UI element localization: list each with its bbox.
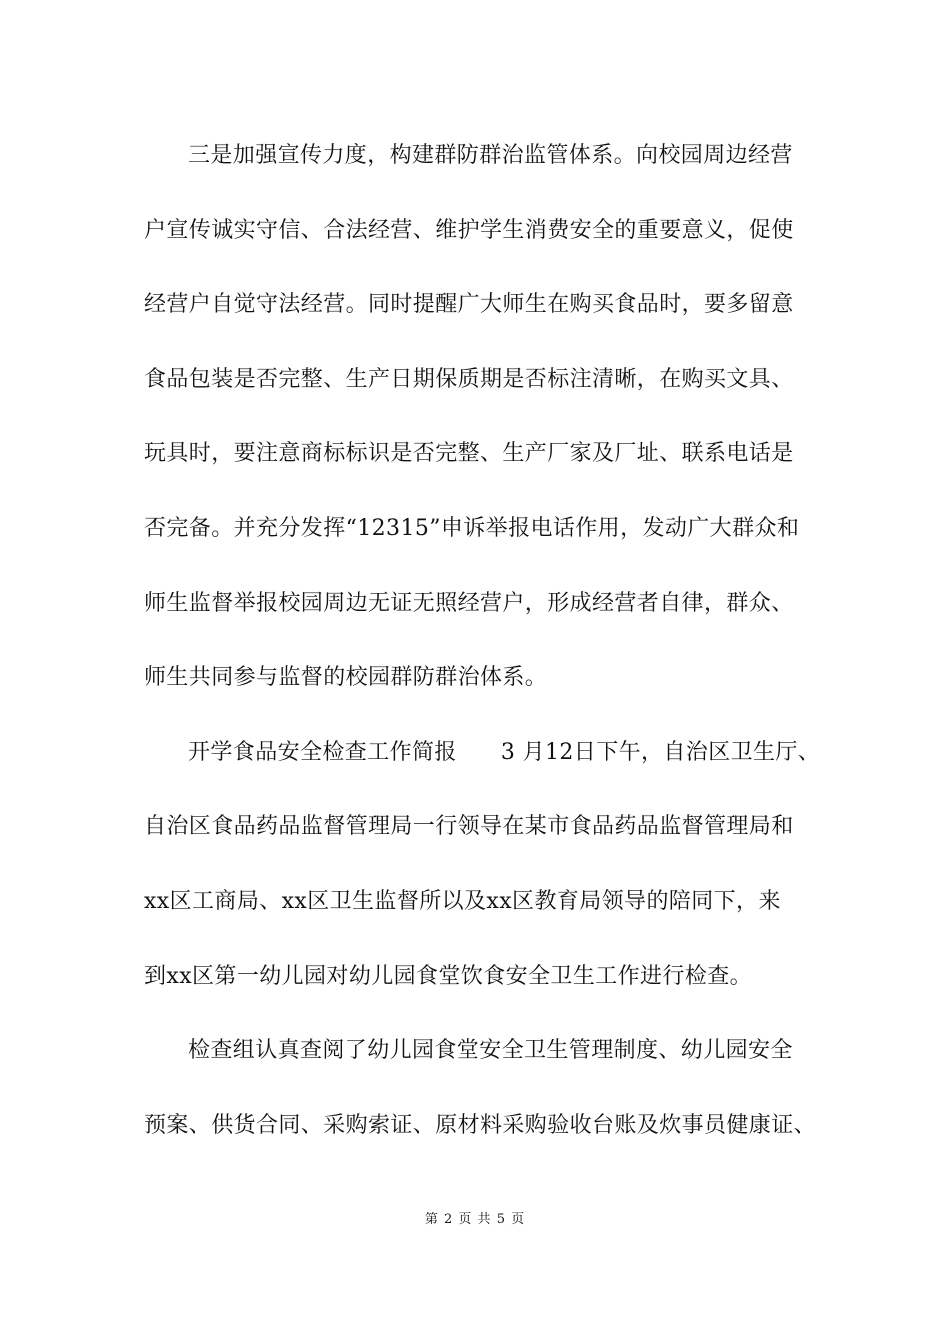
page-number-footer: 第 2 页 共 5 页	[424, 1212, 526, 1227]
paragraph-line: 经营户自觉守法经营。同时提醒广大师生在购买食品时，要多留意	[144, 292, 794, 318]
paragraph-line: 食品包装是否完整、生产日期保质期是否标注清晰，在购买文具、	[144, 366, 794, 392]
paragraph-line: 玩具时，要注意商标标识是否完整、生产厂家及厂址、联系电话是	[144, 441, 794, 467]
paragraph-line: 到xx区第一幼儿园对幼儿园食堂饮食安全卫生工作进行检查。	[144, 963, 753, 989]
paragraph-line: 预案、供货合同、采购索证、原材料采购验收台账及炊事员健康证、	[144, 1112, 817, 1138]
paragraph-line: 否完备。并充分发挥“12315”申诉举报电话作用，发动广大群众和	[144, 515, 800, 541]
paragraph-line: 自治区食品药品监督管理局一行领导在某市食品药品监督管理局和	[144, 814, 794, 840]
paragraph-line: xx区工商局、xx区卫生监督所以及xx区教育局领导的陪同下，来	[144, 888, 781, 914]
report-date-text: 3 月12日下午，自治区卫生厅、	[500, 739, 821, 765]
report-title: 开学食品安全检查工作简报	[188, 739, 457, 765]
paragraph-line	[144, 729, 824, 804]
paragraph-line: 师生监督举报校园周边无证无照经营户，形成经营者自律，群众、	[144, 590, 794, 616]
document-body	[144, 132, 824, 1176]
paragraph-line: 检查组认真查阅了幼儿园食堂安全卫生管理制度、幼儿园安全	[188, 1038, 793, 1064]
paragraph-line: 户宣传诚实守信、合法经营、维护学生消费安全的重要意义，促使	[144, 217, 794, 243]
paragraph-line: 师生共同参与监督的校园群防群治体系。	[144, 665, 548, 691]
paragraph-line: 三是加强宣传力度，构建群防群治监管体系。向校园周边经营	[188, 143, 793, 168]
